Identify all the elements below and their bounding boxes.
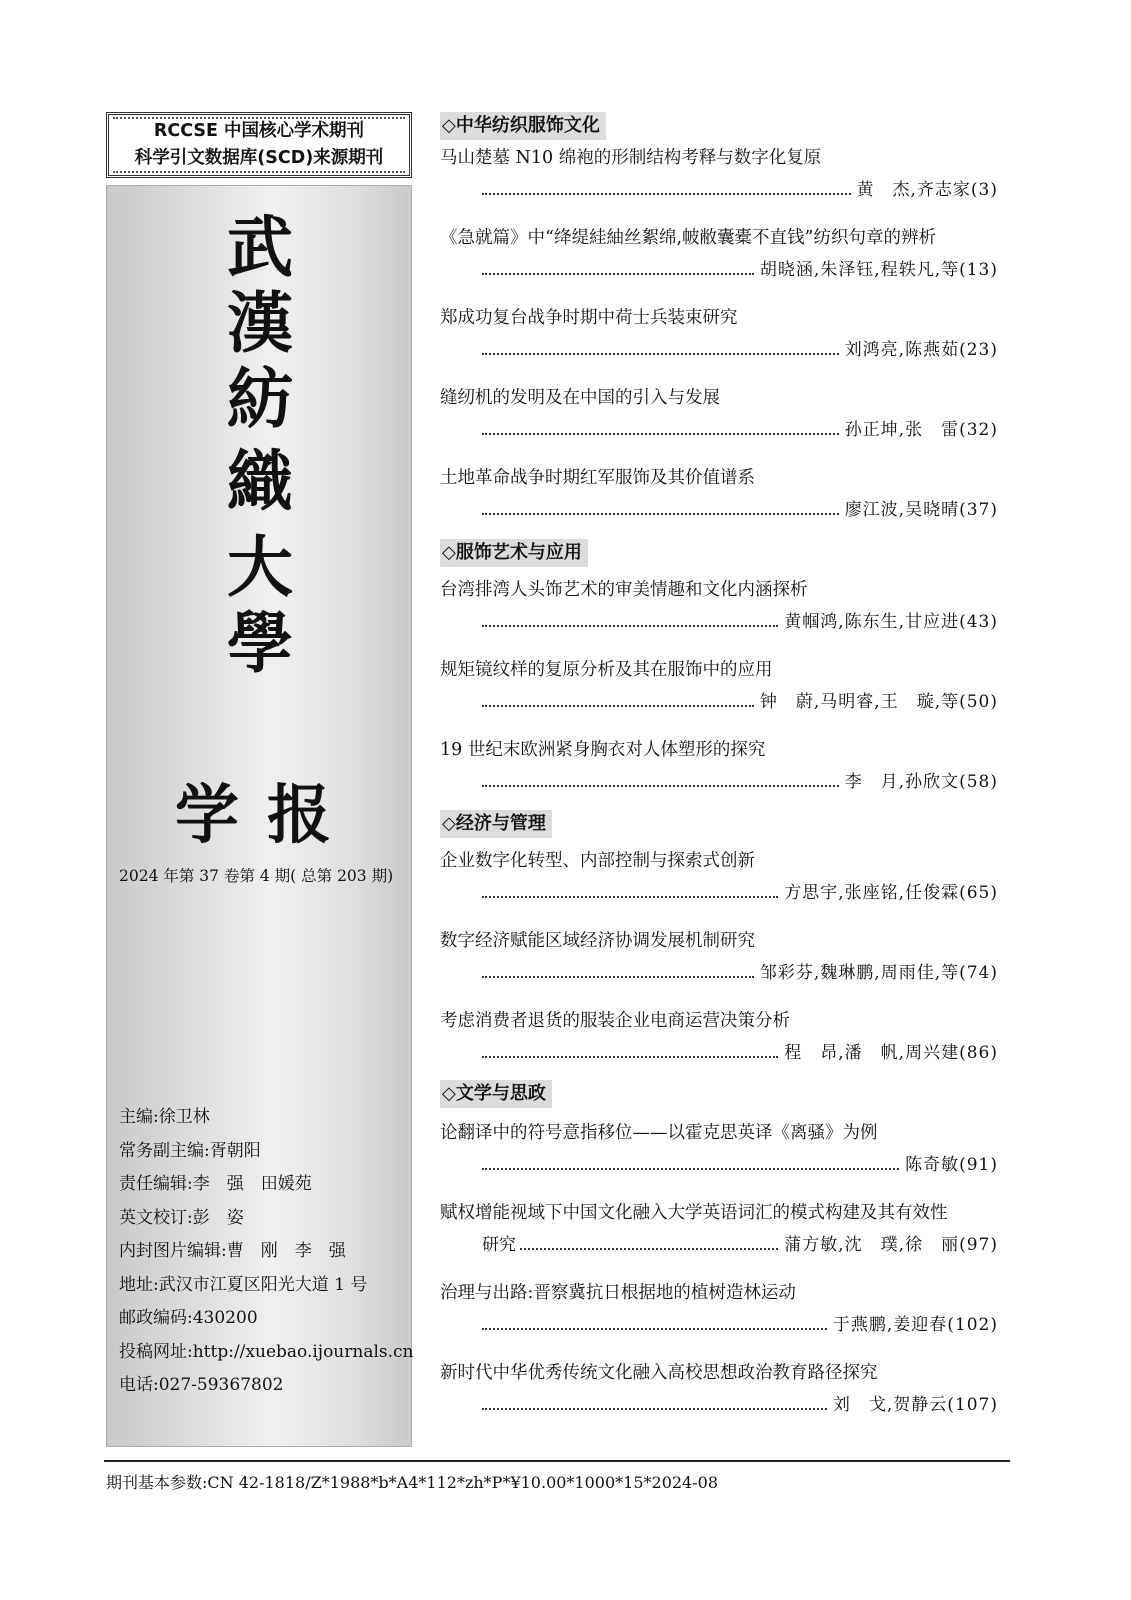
article-title[interactable]: 治理与出路:晋察冀抗日根据地的植树造林运动	[440, 1283, 796, 1303]
editorial-info	[119, 1101, 414, 1403]
section-heading: ◇经济与管理	[440, 810, 552, 838]
badge-line-1: RCCSE 中国核心学术期刊	[153, 121, 365, 141]
journal-cover-panel	[106, 185, 412, 1447]
article-title[interactable]: 19 世纪末欧洲紧身胸衣对人体塑形的探究	[440, 740, 766, 760]
index-badge	[106, 112, 412, 178]
article-authors: 廖江波,吴晓晴(37)	[482, 497, 998, 523]
journal-parameters: 期刊基本参数:CN 42-1818/Z*1988*b*A4*112*zh*P*¥10.00*1000*15*2024-08	[106, 1473, 718, 1492]
journal-name-char: 武	[227, 208, 293, 286]
article-title[interactable]: 论翻译中的符号意指移位——以霍克思英译《离骚》为例	[440, 1123, 878, 1143]
article-authors: 钟 蔚,马明睿,王 璇,等(50)	[482, 689, 998, 715]
editorial-row: 主编:徐卫林	[119, 1107, 210, 1127]
section-heading: ◇中华纺织服饰文化	[440, 112, 606, 140]
article-authors: 李 月,孙欣文(58)	[482, 769, 998, 795]
article-title[interactable]: 企业数字化转型、内部控制与探索式创新	[440, 851, 755, 871]
editorial-row: 英文校订:彭 姿	[119, 1207, 244, 1228]
footer-divider	[104, 1460, 1010, 1462]
editorial-row: 地址:武汉市江夏区阳光大道 1 号	[119, 1274, 368, 1295]
article-title[interactable]: 数字经济赋能区域经济协调发展机制研究	[440, 931, 755, 951]
editorial-row: 邮政编码:430200	[119, 1308, 258, 1328]
article-authors: 于燕鹏,姜迎春(102)	[482, 1312, 998, 1338]
journal-name-char: 大	[227, 528, 293, 606]
article-authors: 孙正坤,张 雷(32)	[482, 417, 998, 443]
article-authors: 研究 蒲方敏,沈 璞,徐 丽(97)	[482, 1235, 998, 1255]
editorial-row: 电话:027-59367802	[119, 1375, 284, 1395]
article-authors: 程 昂,潘 帆,周兴建(86)	[482, 1040, 998, 1066]
section-heading: ◇服饰艺术与应用	[440, 539, 588, 567]
journal-subtitle: 学报	[175, 779, 359, 853]
article-authors: 黄 杰,齐志家(3)	[482, 177, 998, 203]
article-title[interactable]: 郑成功复台战争时期中荷士兵装束研究	[440, 308, 738, 328]
journal-name-char: 漢	[227, 284, 293, 362]
badge-line-2: 科学引文数据库(SCD)来源期刊	[134, 148, 384, 168]
journal-name-char: 學	[227, 604, 293, 682]
issue-info: 2024 年第 37 卷第 4 期( 总第 203 期)	[119, 867, 394, 885]
editorial-row: 常务副主编:胥朝阳	[119, 1140, 261, 1161]
editorial-row: 投稿网址:http://xuebao.ijournals.cn	[119, 1341, 414, 1362]
article-title[interactable]: 《急就篇》中“绛缇絓紬丝絮绵,帔敝囊橐不直钱”纺织句章的辨析	[440, 228, 936, 248]
article-title[interactable]: 赋权增能视域下中国文化融入大学英语词汇的模式构建及其有效性	[440, 1203, 948, 1223]
article-authors: 刘鸿亮,陈燕茹(23)	[482, 337, 998, 363]
journal-name-char: 織	[227, 442, 293, 520]
article-title[interactable]: 台湾排湾人头饰艺术的审美情趣和文化内涵探析	[440, 580, 808, 600]
article-title[interactable]: 考虑消费者退货的服装企业电商运营决策分析	[440, 1011, 790, 1031]
article-authors: 刘 戈,贺静云(107)	[482, 1392, 998, 1418]
article-authors: 邹彩芬,魏琳鹏,周雨佳,等(74)	[482, 960, 998, 986]
article-authors: 陈奇敏(91)	[482, 1152, 998, 1178]
section-heading: ◇文学与思政	[440, 1080, 552, 1108]
article-authors: 黄帼鸿,陈东生,甘应进(43)	[482, 609, 998, 635]
submission-url[interactable]: http://xuebao.ijournals.cn	[192, 1341, 414, 1362]
article-title[interactable]: 新时代中华优秀传统文化融入高校思想政治教育路径探究	[440, 1363, 878, 1383]
article-authors: 胡晓涵,朱泽钰,程轶凡,等(13)	[482, 257, 998, 283]
article-authors: 方思宇,张座铭,任俊霖(65)	[482, 880, 998, 906]
article-title[interactable]: 缝纫机的发明及在中国的引入与发展	[440, 388, 720, 408]
article-title[interactable]: 规矩镜纹样的复原分析及其在服饰中的应用	[440, 660, 773, 680]
editorial-row: 责任编辑:李 强 田媛苑	[119, 1174, 312, 1194]
journal-name-char: 紡	[227, 360, 293, 438]
editorial-row: 内封图片编辑:曹 刚 李 强	[119, 1241, 346, 1261]
article-title[interactable]: 马山楚墓 N10 绵袍的形制结构考释与数字化复原	[440, 148, 822, 168]
article-title[interactable]: 土地革命战争时期红军服饰及其价值谱系	[440, 468, 755, 488]
